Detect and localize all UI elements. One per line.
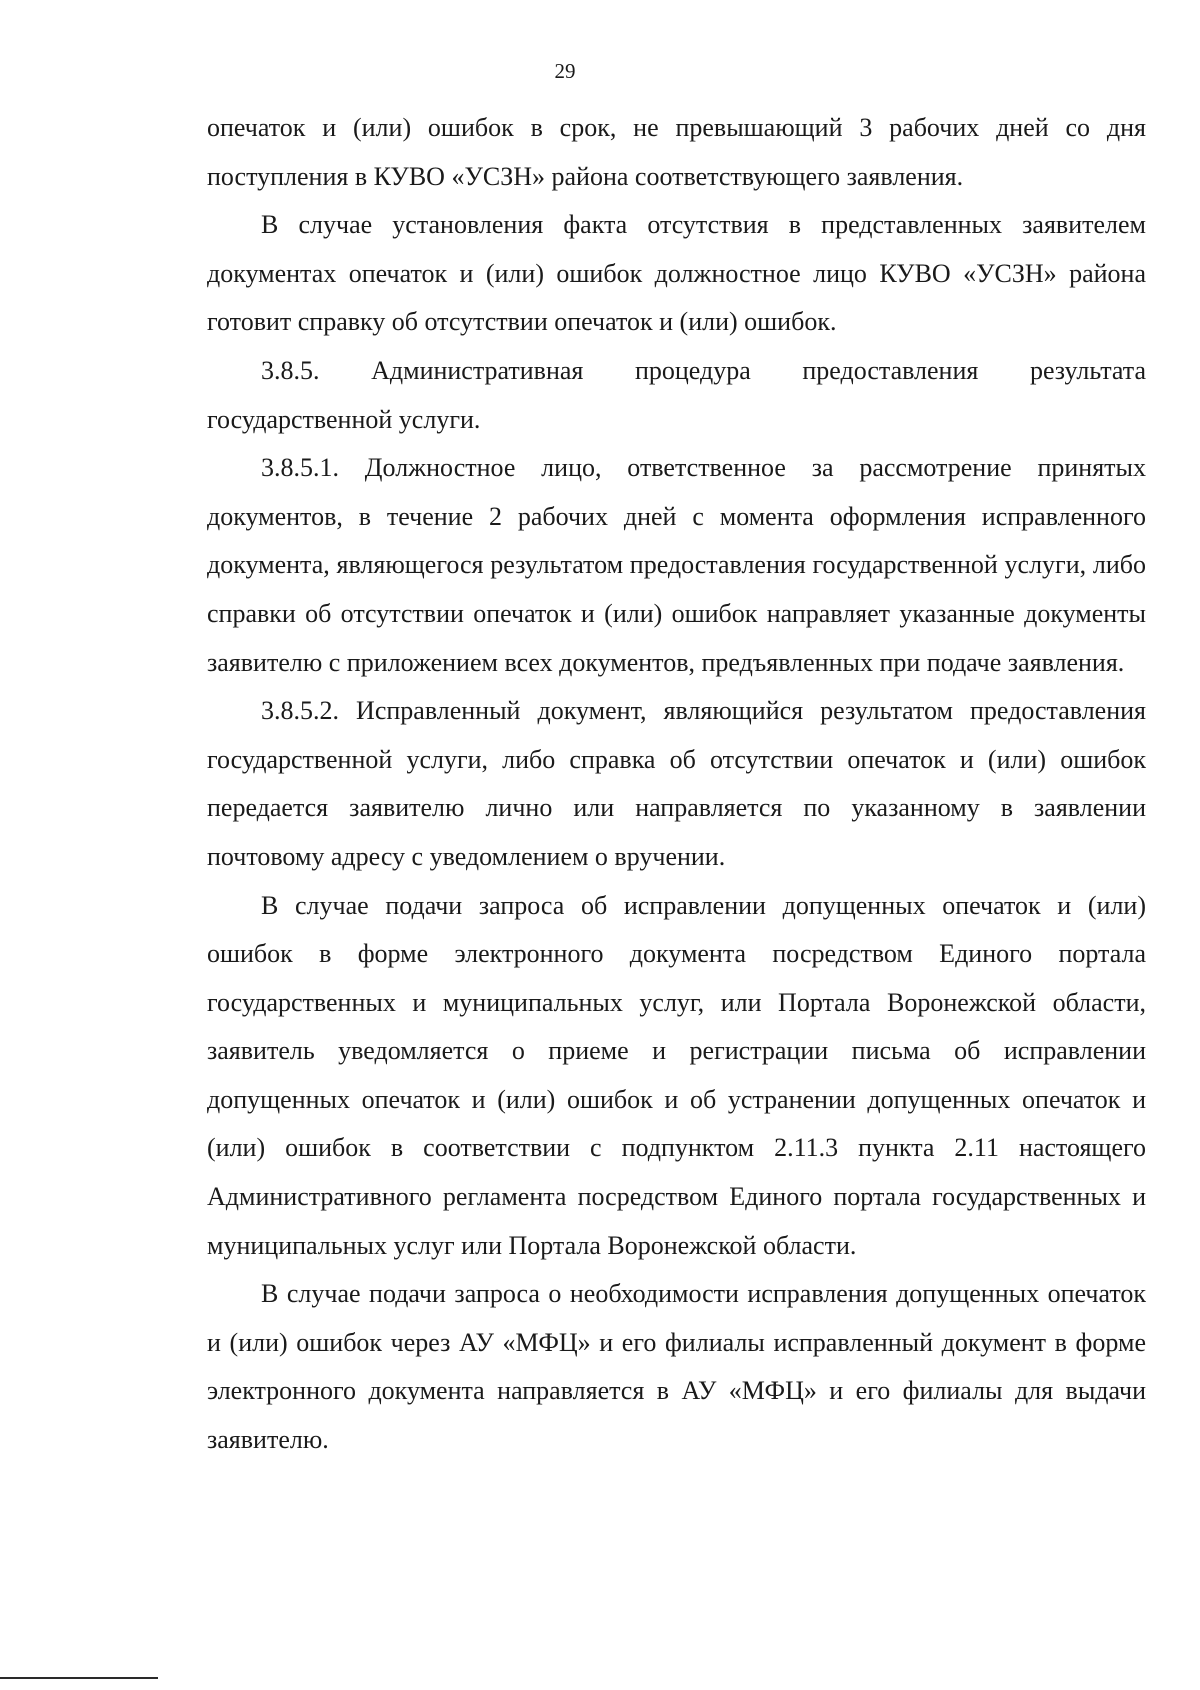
paragraph-electronic-request: В случае подачи запроса об исправлении допущенных опечаток и (или) ошибок в форме электронного документа посредством Единого портала государственных и муниципальных услуг, или Портала Воронежской области, заявитель уведомляется о приеме и регистрации письма об исправлении допущенных опечаток и (или) ошибок и об устранении допущенных опечаток и (или) ошибок в соответствии с подпунктом 2.11.3 пункта 2.11 настоящего Административного регламента посредством Единого портала государственных и муниципальных услуг или Портала Воронежской области.: [207, 890, 1146, 1260]
footer-rule: [0, 1677, 158, 1679]
paragraph-section-3-8-5-2: 3.8.5.2. Исправленный документ, являющийся результатом предоставления государственной услуги, либо справка об отсутствии опечаток и (или) ошибок передается заявителю лично или направляется по указанному в заявлении почтовому адресу с уведомлением о вручении.: [207, 696, 1146, 871]
paragraph-section-3-8-5: 3.8.5. Административная процедура предоставления результата государственной услуги.: [207, 355, 1146, 434]
paragraph-section-3-8-5-1: 3.8.5.1. Должностное лицо, ответственное за рассмотрение принятых документов, в течение 2 рабочих дней с момента оформления исправленного документа, являющегося результатом предоставления государственной услуги, либо справки об отсутствии опечаток и (или) ошибок направляет указанные документы заявителю с приложением всех документов, предъявленных при подаче заявления.: [207, 453, 1146, 677]
document-body: [207, 104, 1146, 1465]
page-number: 29: [554, 59, 576, 83]
paragraph-mfc-request: В случае подачи запроса о необходимости исправления допущенных опечаток и (или) ошибок через АУ «МФЦ» и его филиалы исправленный документ в форме электронного документа направляется в АУ «МФЦ» и его филиалы для выдачи заявителю.: [207, 1279, 1146, 1455]
paragraph-no-errors-certificate: В случае установления факта отсутствия в представленных заявителем документах опечаток и (или) ошибок должностное лицо КУВО «УСЗН» района готовит справку об отсутствии опечаток и (или) ошибок.: [207, 210, 1146, 337]
paragraph-continuation: опечаток и (или) ошибок в срок, не превышающий 3 рабочих дней со дня поступления в КУВО «УСЗН» района соответствующего заявления.: [207, 113, 1146, 191]
